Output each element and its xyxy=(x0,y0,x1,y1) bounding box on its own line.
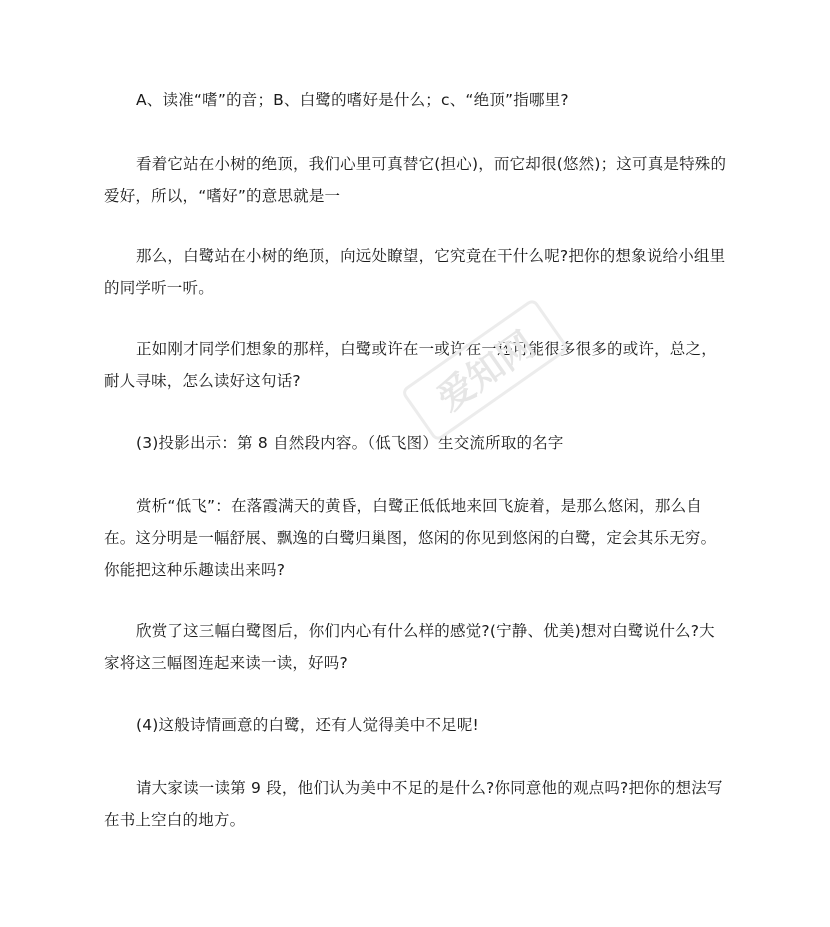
paragraph-4: 正如刚才同学们想象的那样，白鹭或许在一或许在一还可能很多很多的或许，总之，耐人寻味，怎么读好这句话? xyxy=(104,340,717,390)
paragraph-3: 那么，白鹭站在小树的绝顶，向远处瞭望，它究竟在干什么呢?把你的想象说给小组里的同学听一听。 xyxy=(104,247,726,297)
paragraph-9: 请大家读一读第 9 段，他们认为美中不足的是什么?你同意他的观点吗?把你的想法写在书上空白的地方。 xyxy=(104,779,723,829)
paragraph-8: (4)这般诗情画意的白鹭，还有人觉得美中不足呢! xyxy=(136,716,479,734)
watermark-text: 爱知网 xyxy=(430,324,543,420)
paragraph-2: 看着它站在小树的绝顶，我们心里可真替它(担心)，而它却很(悠然)；这可真是特殊的爱好，所以，“嗜好”的意思就是一 xyxy=(104,155,727,205)
paragraph-5: (3)投影出示：第 8 自然段内容。（低飞图）生交流所取的名字 xyxy=(136,434,564,452)
paragraph-1: A、读准“嗜”的音；B、白鹭的嗜好是什么；c、“绝顶”指哪里? xyxy=(136,91,569,109)
paragraph-7: 欣赏了这三幅白鹭图后，你们内心有什么样的感觉?(宁静、优美)想对白鹭说什么?大家将这三幅图连起来读一读，好吗? xyxy=(104,622,715,672)
paragraph-6: 赏析“低飞”：在落霞满天的黄昏，白鹭正低低地来回飞旋着，是那么悠闲，那么自在。这分明是一幅舒展、飘逸的白鹭归巢图，悠闲的你见到悠闲的白鹭，定会其乐无穷。你能把这种乐趣读出来吗? xyxy=(104,497,717,579)
